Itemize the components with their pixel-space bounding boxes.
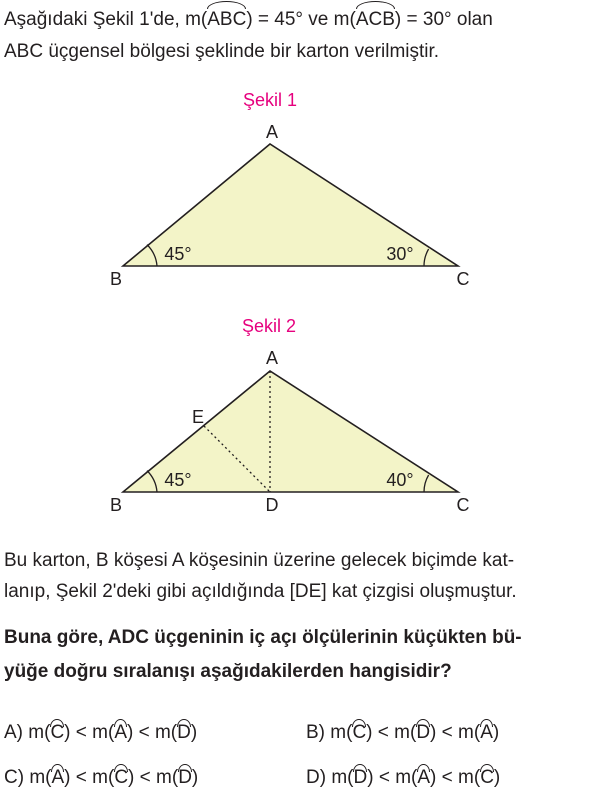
option-angle: D — [416, 722, 431, 743]
vertex-c-label: C — [456, 269, 470, 289]
intro-line-1 — [4, 4, 588, 35]
figure-1 — [0, 115, 590, 290]
vertex-b-label: B — [109, 269, 123, 289]
question-line-1: Buna göre, ADC üçgeninin iç açı ölçülerinin küçükten bü- — [4, 627, 522, 648]
angle-c-label: 30° — [386, 244, 414, 264]
angle-b-label: 45° — [164, 244, 192, 264]
option-paren: ) — [493, 767, 501, 788]
option-label: A) m( — [4, 722, 51, 743]
option-operator: ) < m( — [127, 722, 178, 743]
angle-c-label: 40° — [386, 470, 414, 490]
option-angle: D — [178, 767, 192, 788]
option-paren: ) — [190, 722, 198, 743]
option-paren: ) — [191, 767, 199, 788]
option-angle: A — [417, 767, 431, 788]
option-operator: ) < m( — [64, 722, 115, 743]
vertex-d-label: D — [265, 495, 279, 515]
intro-line-2: ABC üçgensel bölgesi şeklinde bir karton verilmiştir. — [4, 41, 440, 62]
option-angle: A — [51, 767, 65, 788]
option-operator: ) < m( — [64, 767, 115, 788]
option-operator: ) < m( — [430, 767, 481, 788]
option-angle: C — [352, 722, 367, 743]
option-angle: A — [480, 722, 493, 743]
figure-2 — [0, 340, 590, 520]
option-label: C) m( — [4, 767, 52, 788]
option-paren: ) — [492, 722, 500, 743]
angle-abc: ABC — [207, 4, 246, 35]
angle-b-label: 45° — [164, 470, 192, 490]
intro-text: ) = 45° ve m( — [246, 9, 356, 30]
vertex-c-label: C — [456, 495, 470, 515]
option-operator: ) < m( — [430, 722, 481, 743]
option-label: B) m( — [306, 722, 353, 743]
vertex-b-label: B — [109, 495, 123, 515]
vertex-e-label: E — [191, 407, 205, 427]
vertex-a-label: A — [265, 122, 279, 142]
option-label: D) m( — [306, 767, 354, 788]
body-line-2: lanıp, Şekil 2'deki gibi açıldığında [DE] kat çizgisi oluşmuştur. — [4, 581, 517, 602]
option-angle: C — [114, 767, 129, 788]
body-line-1: Bu karton, B köşesi A köşesinin üzerine gelecek biçimde kat- — [4, 550, 515, 571]
figure-1-title: Şekil 1 — [243, 90, 298, 110]
option-b[interactable] — [306, 722, 499, 744]
option-angle: A — [114, 722, 127, 743]
option-angle: D — [177, 722, 191, 743]
option-angle: C — [480, 767, 494, 788]
option-d[interactable] — [306, 767, 500, 789]
option-c[interactable] — [4, 767, 198, 789]
vertex-a-label: A — [265, 348, 279, 368]
intro-text: ) = 30° olan — [394, 9, 493, 30]
option-operator: ) < m( — [367, 767, 418, 788]
question-line-2: yüğe doğru sıralanışı aşağıdakilerden hangisidir? — [4, 661, 452, 682]
option-angle: D — [353, 767, 368, 788]
intro-text: Aşağıdaki Şekil 1'de, m( — [4, 9, 208, 30]
option-angle: C — [50, 722, 65, 743]
option-operator: ) < m( — [128, 767, 179, 788]
angle-acb: ACB — [356, 4, 395, 35]
option-operator: ) < m( — [366, 722, 417, 743]
option-a[interactable] — [4, 722, 197, 744]
figure-2-title: Şekil 2 — [242, 316, 297, 336]
